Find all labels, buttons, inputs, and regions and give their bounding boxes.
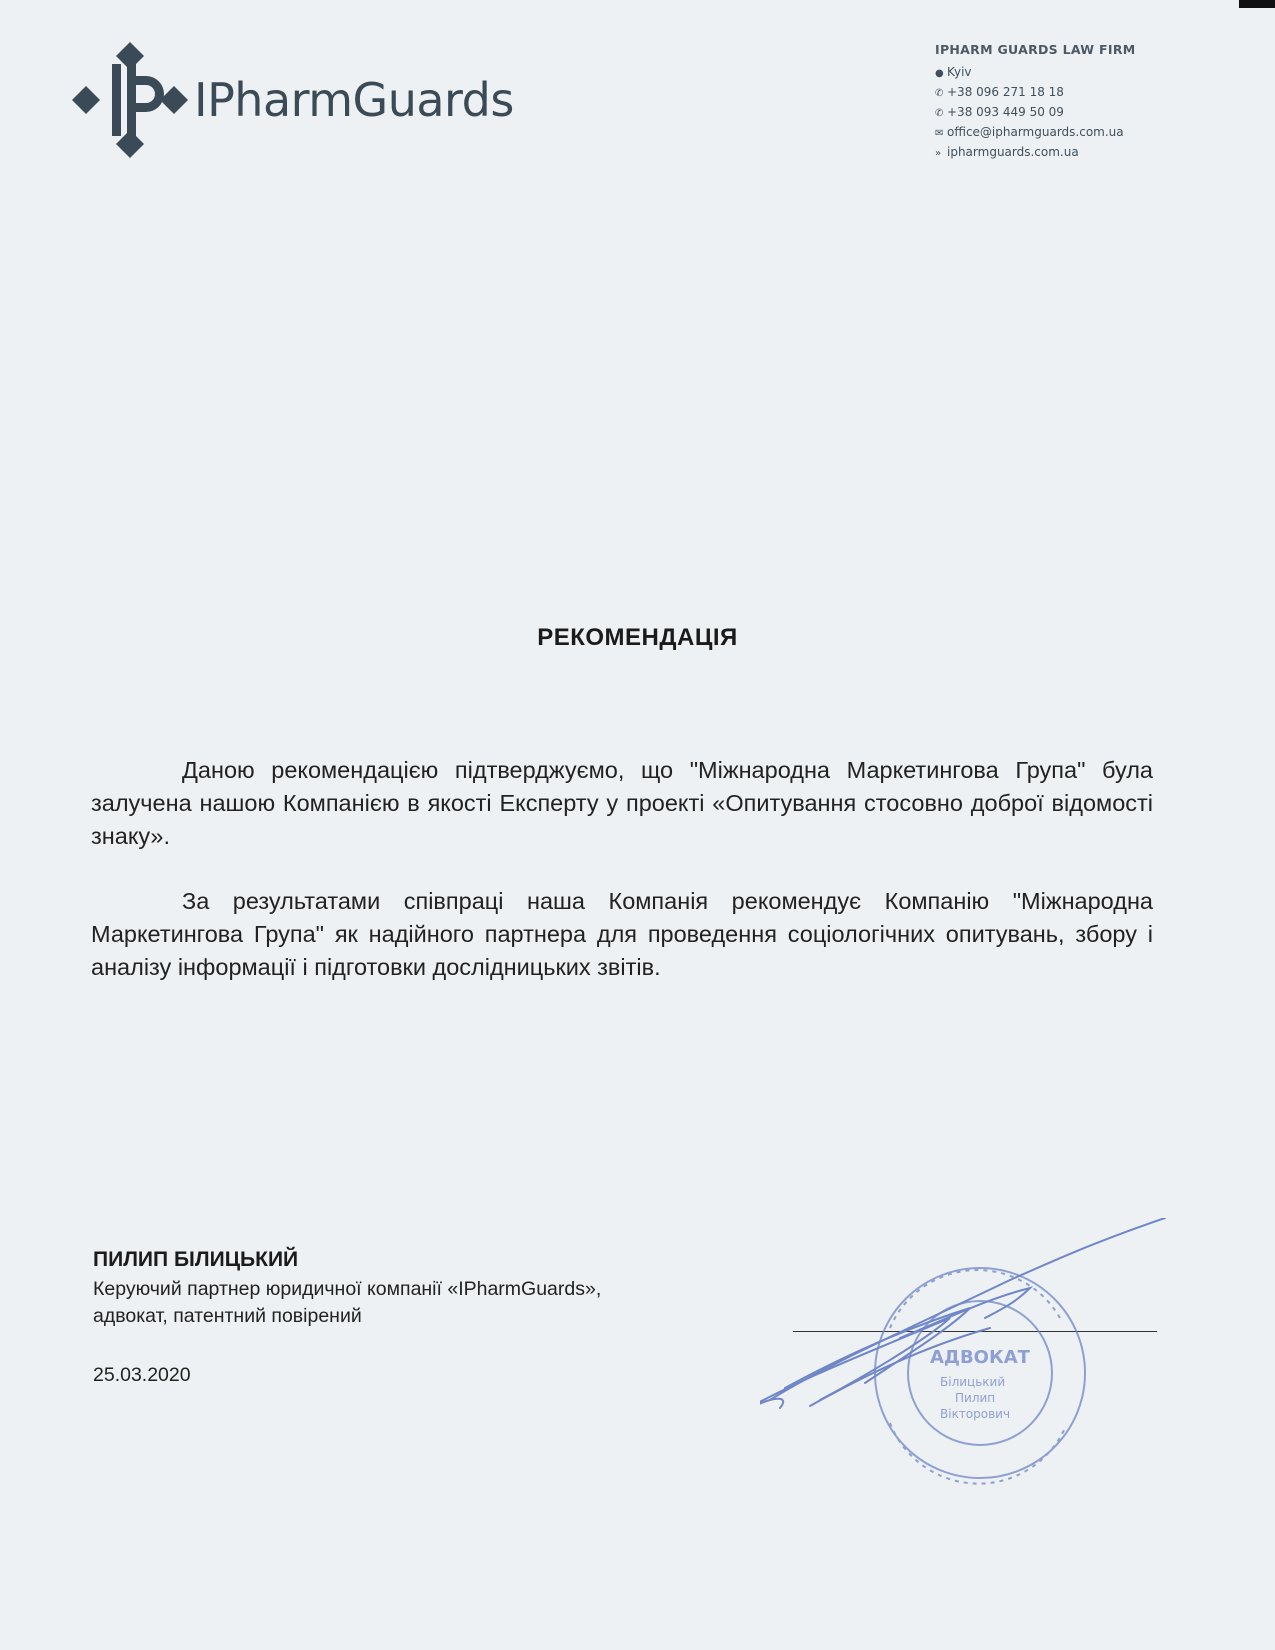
stamp-title: АДВОКАТ: [930, 1347, 1030, 1368]
contact-email: ✉ office@ipharmguards.com.ua: [935, 123, 1136, 143]
contact-city: ● Kyiv: [935, 63, 1136, 83]
body-paragraph: Даною рекомендацією підтверджуємо, що "Міжнародна Маркетингова Група" була залучена нашою Компанією в якості Експерту у проекті «Опитування стосовно доброї відомості знаку».: [91, 757, 1153, 849]
body-paragraph: За результатами співпраці наша Компанія рекомендує Компанію "Міжнародна Маркетингова Група" як надійного партнера для проведення соціологічних опитувань, збору і аналізу інформації і підготовки дослідницьких звітів.: [91, 888, 1153, 980]
document-date: 25.03.2020: [93, 1364, 191, 1386]
stamp-name-line: Вікторович: [940, 1407, 1011, 1421]
firm-name: IPHARM GUARDS LAW FIRM: [935, 42, 1136, 57]
web-icon: »: [935, 148, 942, 159]
signature-and-stamp: [760, 1218, 1170, 1518]
logo-wordmark: IPharmGuards: [194, 73, 514, 127]
signatory-name: ПИЛИП БІЛИЦЬКИЙ: [93, 1248, 299, 1271]
letterhead-contacts: [935, 42, 1136, 163]
stamp-name-line: Пилип: [955, 1391, 996, 1405]
stamp-name-line: Білицький: [940, 1375, 1006, 1389]
contact-phone-1: ✆ +38 096 271 18 18: [935, 83, 1136, 103]
contact-phone-2: ✆ +38 093 449 50 09: [935, 103, 1136, 123]
ipharmguards-logo-icon: [72, 42, 188, 158]
contact-website: » ipharmguards.com.ua: [935, 143, 1136, 163]
envelope-icon: ✉: [935, 128, 944, 139]
signatory-role: [93, 1276, 601, 1330]
company-logo: [72, 42, 514, 158]
phone-icon: ✆: [935, 108, 944, 119]
document-title: РЕКОМЕНДАЦІЯ: [537, 624, 738, 651]
location-pin-icon: ●: [935, 68, 944, 79]
round-stamp: [875, 1268, 1085, 1484]
phone-icon: ✆: [935, 88, 944, 99]
signatory-role-line: адвокат, патентний повірений: [93, 1305, 362, 1327]
scan-edge-mark: [1239, 0, 1275, 8]
signatory-role-line: Керуючий партнер юридичної компанії «IPharmGuards»,: [93, 1278, 602, 1300]
